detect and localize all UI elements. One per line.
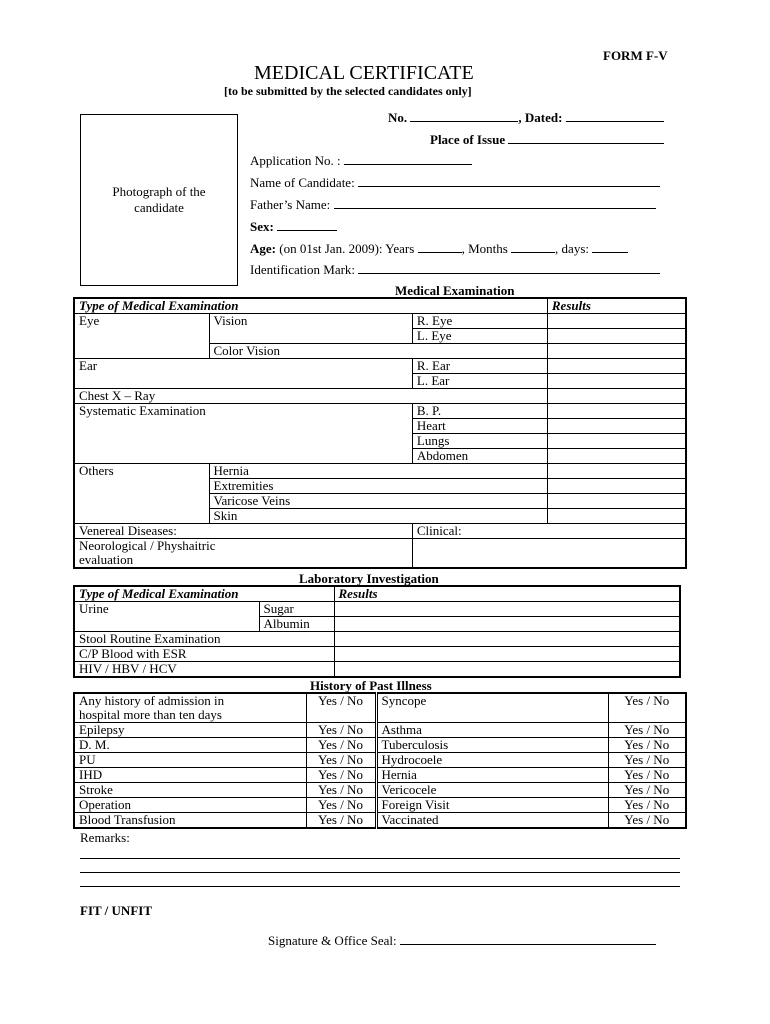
table-row (74, 449, 686, 464)
history-right-label: Vaccinated (376, 813, 608, 829)
table-row (74, 404, 686, 419)
identification-mark-row (250, 261, 660, 278)
table-row (74, 693, 686, 723)
history-right-yes-no[interactable]: Yes / No (608, 768, 686, 783)
r-ear-result[interactable] (547, 359, 686, 374)
dated-field[interactable] (566, 109, 664, 122)
history-left-yes-no[interactable]: Yes / No (306, 813, 376, 829)
l-ear-result[interactable] (547, 374, 686, 389)
dated-label: , Dated: (518, 110, 563, 125)
days-label: , days: (555, 241, 589, 256)
l-eye-label: L. Eye (412, 329, 547, 344)
admission-label-line2: hospital more than ten days (79, 707, 222, 722)
history-right-yes-no[interactable]: Yes / No (608, 723, 686, 738)
table-row (74, 359, 686, 374)
remarks-label: Remarks: (80, 830, 130, 845)
months-field[interactable] (511, 240, 555, 253)
days-field[interactable] (592, 240, 628, 253)
history-right-yes-no[interactable]: Yes / No (608, 813, 686, 829)
urine-label: Urine (79, 601, 109, 616)
neuro-label-line2: evaluation (79, 552, 134, 567)
table-row (74, 479, 686, 494)
varicose-veins-result[interactable] (547, 494, 686, 509)
medical-exam-table (73, 297, 687, 569)
history-right-yes-no[interactable]: Yes / No (608, 798, 686, 813)
lab-table (73, 585, 681, 678)
table-row (74, 632, 680, 647)
stool-result[interactable] (334, 632, 680, 647)
medical-exam-heading: Medical Examination (395, 283, 515, 298)
place-of-issue-row (430, 131, 664, 148)
albumin-result[interactable] (334, 617, 680, 632)
neuro-result[interactable] (412, 539, 686, 569)
extremities-result[interactable] (547, 479, 686, 494)
history-right-yes-no[interactable]: Yes / No (608, 783, 686, 798)
r-eye-result[interactable] (547, 314, 686, 329)
venereal-label: Venereal Diseases: (74, 524, 412, 539)
sex-label: Sex: (250, 219, 274, 234)
photograph-label: Photograph of the candidate (112, 184, 206, 215)
clinical-label: Clinical: (416, 523, 462, 538)
age-text: (on 01st Jan. 2009): Years (276, 241, 415, 256)
no-field[interactable] (410, 109, 518, 122)
syncope-yes-no[interactable]: Yes / No (608, 693, 686, 723)
history-left-label: Stroke (74, 783, 306, 798)
history-right-label: Hydrocoele (376, 753, 608, 768)
table-row (74, 813, 686, 829)
sex-row (250, 218, 337, 235)
place-label: Place of Issue (430, 132, 506, 147)
table-row (74, 738, 686, 753)
signature-field[interactable] (400, 932, 656, 945)
application-no-field[interactable] (344, 152, 472, 165)
lungs-result[interactable] (547, 434, 686, 449)
history-right-label: Asthma (376, 723, 608, 738)
sugar-label: Sugar (259, 602, 334, 617)
table-row (74, 539, 686, 569)
table-row (74, 753, 686, 768)
history-right-yes-no[interactable]: Yes / No (608, 738, 686, 753)
fit-unfit[interactable]: FIT / UNFIT (80, 903, 152, 918)
abdomen-label: Abdomen (412, 449, 547, 464)
albumin-label: Albumin (259, 617, 334, 632)
table-row (74, 329, 686, 344)
systematic-exam-label: Systematic Examination (74, 404, 412, 419)
age-row (250, 240, 628, 257)
lungs-label: Lungs (412, 434, 547, 449)
chest-xray-result[interactable] (547, 389, 686, 404)
history-left-label: IHD (74, 768, 306, 783)
place-field[interactable] (508, 131, 664, 144)
table-row (74, 494, 686, 509)
table-row (74, 344, 686, 359)
history-left-yes-no[interactable]: Yes / No (306, 798, 376, 813)
history-heading: History of Past Illness (310, 678, 432, 693)
skin-label: Skin (209, 509, 547, 524)
candidate-name-row (250, 174, 660, 191)
neuro-label (74, 539, 412, 569)
history-right-label: Hernia (376, 768, 608, 783)
history-right-yes-no[interactable]: Yes / No (608, 753, 686, 768)
chest-xray-label: Chest X – Ray (74, 389, 547, 404)
table-row (74, 298, 686, 314)
table-row (74, 389, 686, 404)
certificate-no-row (388, 109, 664, 126)
signature-label: Signature & Office Seal: (268, 933, 397, 948)
blood-result[interactable] (334, 647, 680, 662)
ear-label: Ear (74, 359, 412, 374)
identification-mark-field[interactable] (358, 261, 660, 274)
vision-label: Vision (209, 314, 412, 329)
table-row (74, 524, 686, 539)
abdomen-result[interactable] (547, 449, 686, 464)
blood-label: C/P Blood with ESR (74, 647, 334, 662)
history-left-label: Epilepsy (74, 723, 306, 738)
sex-field[interactable] (277, 218, 337, 231)
others-label: Others (74, 464, 209, 479)
months-label: , Months (461, 241, 508, 256)
table-row (74, 602, 680, 617)
table-row (74, 647, 680, 662)
clinical-field[interactable] (412, 524, 686, 539)
history-left-yes-no[interactable]: Yes / No (306, 768, 376, 783)
table-row (74, 798, 686, 813)
history-table (73, 692, 687, 829)
skin-result[interactable] (547, 509, 686, 524)
table-row (74, 662, 680, 678)
table-row (74, 723, 686, 738)
father-name-field[interactable] (334, 196, 656, 209)
history-left-yes-no[interactable]: Yes / No (306, 738, 376, 753)
admission-yes-no[interactable]: Yes / No (306, 693, 376, 723)
application-no-label: Application No. : (250, 153, 341, 168)
eye-label: Eye (74, 314, 209, 329)
table-row (74, 783, 686, 798)
hernia-result[interactable] (547, 464, 686, 479)
history-left-yes-no[interactable]: Yes / No (306, 723, 376, 738)
no-label: No. (388, 110, 408, 125)
years-field[interactable] (418, 240, 462, 253)
history-right-label: Vericocele (376, 783, 608, 798)
table-row (74, 586, 680, 602)
history-right-label: Tuberculosis (376, 738, 608, 753)
hiv-result[interactable] (334, 662, 680, 678)
sugar-result[interactable] (334, 602, 680, 617)
remarks-line-1[interactable] (80, 858, 680, 859)
table-row (74, 419, 686, 434)
hiv-label: HIV / HBV / HCV (74, 662, 334, 678)
father-name-row (250, 196, 656, 213)
identification-mark-label: Identification Mark: (250, 262, 356, 277)
page-title: MEDICAL CERTIFICATE (254, 62, 474, 84)
form-code: FORM F-V (603, 48, 668, 63)
lab-heading: Laboratory Investigation (299, 571, 439, 586)
history-left-label: Blood Transfusion (74, 813, 306, 829)
table-row (74, 617, 680, 632)
history-left-label: D. M. (74, 738, 306, 753)
lab-col-results-header: Results (334, 586, 680, 602)
remarks-line-2[interactable] (80, 872, 680, 873)
bp-result[interactable] (547, 404, 686, 419)
table-row (74, 374, 686, 389)
l-ear-label: L. Ear (412, 374, 547, 389)
candidate-name-label: Name of Candidate: (250, 175, 355, 190)
table-row (74, 768, 686, 783)
table-row (74, 509, 686, 524)
history-right-label: Foreign Visit (376, 798, 608, 813)
col-type-header: Type of Medical Examination (74, 298, 547, 314)
syncope-label: Syncope (376, 693, 608, 723)
table-row (74, 434, 686, 449)
neuro-label-line1: Neorological / Physhaitric (79, 538, 216, 553)
heart-result[interactable] (547, 419, 686, 434)
history-left-yes-no[interactable]: Yes / No (306, 783, 376, 798)
candidate-name-field[interactable] (358, 174, 660, 187)
admission-label (74, 693, 306, 723)
age-label: Age: (250, 241, 276, 256)
father-name-label: Father’s Name: (250, 197, 331, 212)
history-left-label: PU (74, 753, 306, 768)
admission-label-line1: Any history of admission in (79, 693, 225, 708)
signature-row (268, 932, 656, 949)
remarks-line-3[interactable] (80, 886, 680, 887)
history-left-label: Operation (74, 798, 306, 813)
page-subtitle: [to be submitted by the selected candidates only] (224, 84, 472, 98)
photograph-box[interactable] (80, 114, 238, 286)
heart-label: Heart (412, 419, 547, 434)
r-eye-label: R. Eye (412, 314, 547, 329)
lab-col-type-header: Type of Medical Examination (74, 586, 334, 602)
table-row (74, 314, 686, 329)
application-no-row (250, 152, 472, 169)
hernia-label: Hernia (209, 464, 547, 479)
color-vision-label: Color Vision (209, 344, 547, 359)
varicose-veins-label: Varicose Veins (209, 494, 547, 509)
bp-label: B. P. (412, 404, 547, 419)
stool-label: Stool Routine Examination (74, 632, 334, 647)
history-left-yes-no[interactable]: Yes / No (306, 753, 376, 768)
col-results-header: Results (547, 298, 686, 314)
l-eye-result[interactable] (547, 329, 686, 344)
r-ear-label: R. Ear (412, 359, 547, 374)
color-vision-result[interactable] (547, 344, 686, 359)
extremities-label: Extremities (209, 479, 547, 494)
table-row (74, 464, 686, 479)
